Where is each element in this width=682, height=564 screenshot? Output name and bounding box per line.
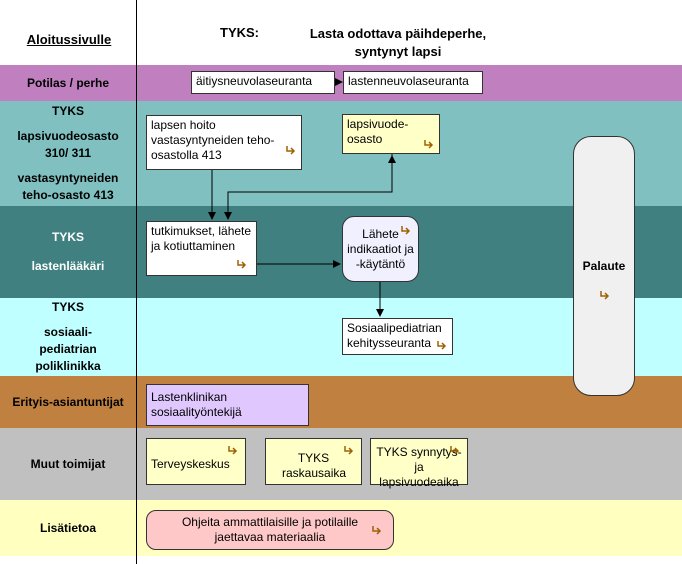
home-link[interactable]: Aloitussivulle — [26, 32, 112, 47]
lane-subtitle: lapsivuodeosasto 310/ 311 — [17, 129, 119, 160]
link-arrow-icon — [436, 340, 448, 350]
box-label: Lastenklinikan sosiaalityöntekijä — [151, 390, 242, 419]
box-health-center[interactable] — [146, 438, 246, 485]
lane-divider — [136, 0, 137, 564]
box-examinations[interactable] — [146, 221, 257, 276]
link-arrow-icon — [285, 145, 297, 155]
box-social-worker[interactable] — [146, 384, 309, 426]
lane-label-patient — [0, 65, 136, 101]
box-label: tutkimukset, lähete ja kotiuttaminen — [151, 224, 252, 253]
lane-subtitle: sosiaali-pediatrian poliklinikka — [35, 325, 101, 373]
header-org: TYKS: — [220, 25, 259, 40]
link-arrow-icon — [371, 525, 383, 535]
lane-label-social — [0, 298, 136, 376]
box-label: Terveyskeskus — [151, 457, 230, 471]
page-title-line2: syntynyt lapsi — [354, 44, 442, 59]
lane-title: Potilas / perhe — [26, 75, 110, 90]
lane-title: TYKS — [51, 300, 84, 314]
box-label: Lähete indikaatiot ja -käytäntö — [347, 227, 414, 271]
box-label: Sosiaalipediatrian kehitysseuranta — [347, 321, 442, 350]
lane-patient — [0, 65, 682, 101]
lane-title: Erityis-asiantuntijat — [12, 394, 124, 409]
box-label: TYKS synnytys- ja lapsivuodeaika — [376, 445, 462, 489]
lane-label-others — [0, 428, 136, 500]
box-child-clinic[interactable]: lastenneuvolaseuranta — [343, 71, 483, 94]
box-instructions[interactable] — [146, 510, 394, 550]
link-arrow-icon — [423, 139, 435, 149]
lane-label-info — [0, 500, 136, 556]
link-arrow-icon — [400, 225, 412, 235]
lane-subtitle: lastenlääkäri — [31, 259, 105, 273]
box-label: lapsivuode-osasto — [347, 117, 409, 146]
link-arrow-icon — [343, 445, 355, 455]
box-feedback[interactable] — [573, 136, 635, 396]
box-label: TYKS raskausaika — [282, 451, 347, 480]
box-referral[interactable] — [342, 216, 419, 282]
link-arrow-icon — [449, 445, 461, 455]
box-maternity-ward[interactable] — [342, 114, 440, 154]
lane-label-ward — [0, 101, 136, 206]
box-social-followup[interactable] — [342, 318, 453, 355]
link-arrow-icon — [236, 259, 248, 269]
box-label: Palaute — [582, 259, 626, 273]
box-care-413[interactable] — [146, 115, 302, 170]
box-label: Ohjeita ammattilaisille ja potilaille jaettavaa materiaalia — [181, 515, 359, 544]
link-arrow-icon — [599, 290, 611, 300]
lane-title: Muut toimijat — [30, 456, 106, 471]
lane-title: Lisätietoa — [39, 520, 96, 535]
lane-title: TYKS — [51, 230, 84, 244]
link-arrow-icon — [227, 445, 239, 455]
page-title-line1: Lasta odottava päihdeperhe, — [309, 26, 487, 41]
box-pregnancy[interactable] — [265, 438, 362, 485]
box-label: lapsen hoito vastasyntyneiden teho-osastolla 413 — [151, 118, 275, 162]
box-maternity[interactable]: äitiysneuvolaseuranta — [191, 71, 335, 94]
page-title — [288, 25, 508, 61]
lane-subtitle: vastasyntyneiden teho-osasto 413 — [17, 171, 119, 202]
lane-label-experts — [0, 376, 136, 428]
box-birth[interactable] — [370, 438, 468, 489]
lane-title: TYKS — [51, 104, 84, 118]
lane-label-pediatrician — [0, 206, 136, 298]
